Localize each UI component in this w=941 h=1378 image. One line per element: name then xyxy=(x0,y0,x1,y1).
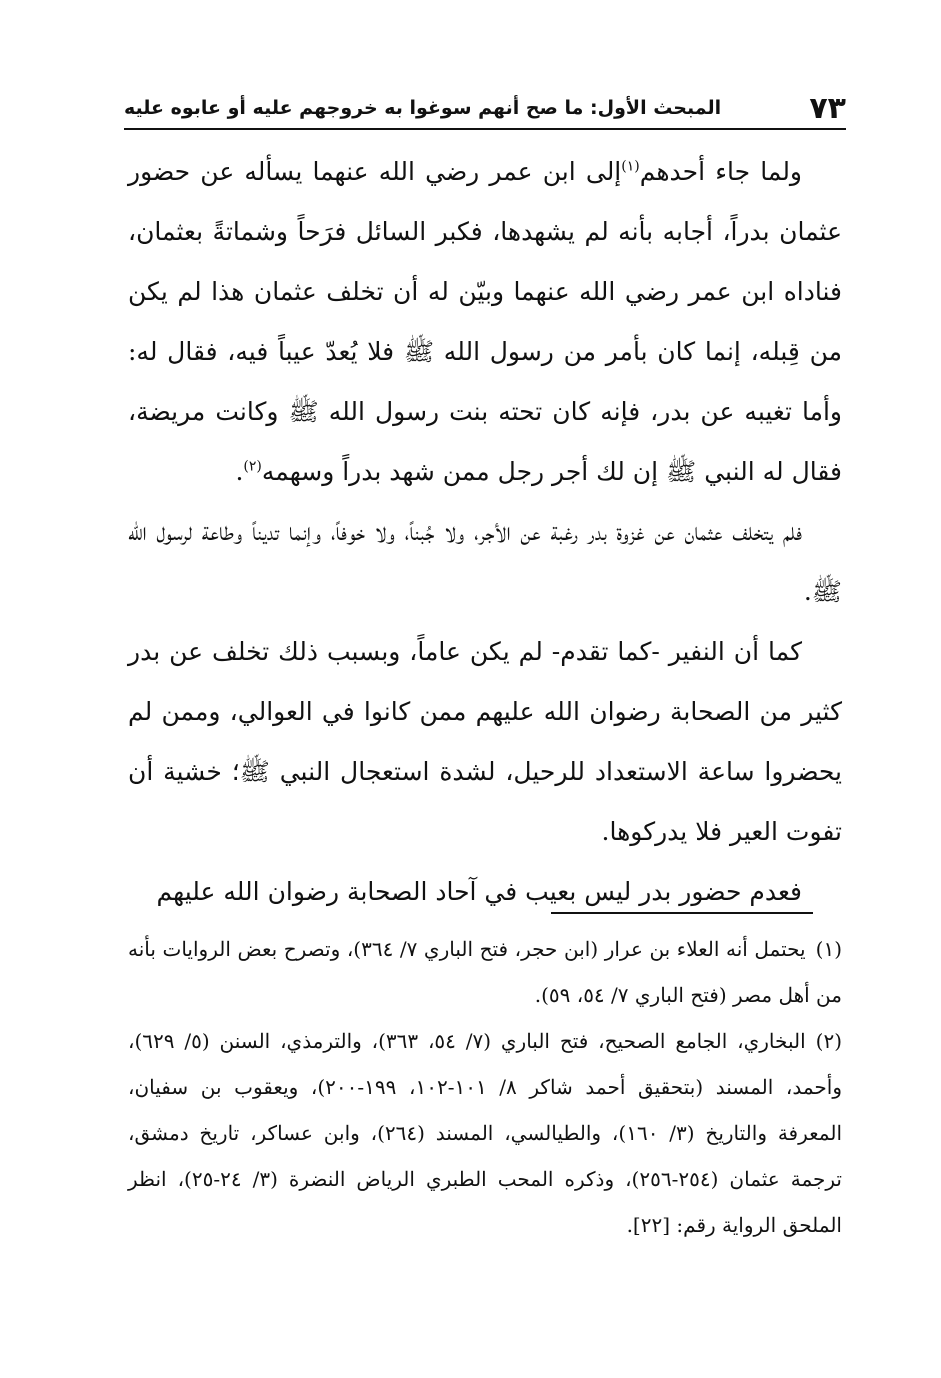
footnote-2-number: (٢) xyxy=(815,1029,843,1053)
paragraph-4: فعدم حضور بدر ليس بعيب في آحاد الصحابة رضوان الله عليهم xyxy=(156,877,802,906)
page-number: ٧٣ xyxy=(809,90,846,126)
footnote-1 xyxy=(128,926,842,1018)
footnote-1-text: يحتمل أنه العلاء بن عرار (ابن حجر، فتح الباري ٧/ ٣٦٤)، وتصرح بعض الروايات بأنه من أهل مصر (فتح الباري ٧/ ٥٤، ٥٩). xyxy=(128,937,842,1007)
footnote-reference-1: (١) xyxy=(621,158,640,175)
footnote-separator xyxy=(551,912,813,914)
paragraph-1-start: ولما جاء أحدهم xyxy=(639,157,803,186)
paragraph-1-body: إلى ابن عمر رضي الله عنهما يسأله عن حضور عثمان بدراً، أجابه بأنه لم يشهدها، فكبر السائل فرَحاً وشماتةً بعثمان، فناداه ابن عمر رضي الله عنهما وبيّن له أن تخلف عثمان هذا لم يكن من قِبله، إنما كان بأمر من رسول الله ﷺ فلا يُعدّ عيباً فيه، فقال له: وأما تغيبه عن بدر، فإنه كان تحته بنت رسول الله ﷺ وكانت مريضة، فقال له النبي ﷺ إن لك أجر رجل ممن شهد بدراً وسهمه xyxy=(128,157,842,486)
paragraph-1 xyxy=(128,142,842,502)
footnotes xyxy=(128,926,842,1248)
paragraph-1-end: . xyxy=(235,457,244,486)
chapter-title: المبحث الأول: ما صح أنهم سوغوا به خروجهم عليه أو عابوه عليه xyxy=(124,97,722,119)
footnote-reference-2: (٢) xyxy=(243,458,262,475)
paragraph-3: كما أن النفير -كما تقدم- لم يكن عاماً، وبسبب ذلك تخلف عن بدر كثير من الصحابة رضوان الله عليهم ممن كانوا في العوالي، وممن لم يحضروا ساعة الاستعداد للرحيل، لشدة استعجال النبي ﷺ؛ خشية أن تفوت العير فلا يدركوها. xyxy=(128,637,842,846)
footnote-1-number: (١) xyxy=(815,937,842,961)
paragraph-2: فلم يتخلف عثمان عن غزوة بدر رغبة عن الأجر، ولا جُبناً، ولا خوفاً، وإنما تديناً وطاعة لرسول الله ﷺ. xyxy=(128,517,842,606)
footnote-2-text: البخاري، الجامع الصحيح، فتح الباري (٧/ ٥٤، ٣٦٣)، والترمذي، السنن (٥/ ٦٢٩)، وأحمد، المسند (بتحقيق أحمد شاكر ٨/ ١٠١-١٠٢، ١٩٩-٢٠٠)، ويعقوب بن سفيان، المعرفة والتاريخ (٣/ ١٦٠)، والطيالسي، المسند (٢٦٤)، وابن عساكر، تاريخ دمشق، ترجمة عثمان (٢٥٤-٢٥٦)، وذكره المحب الطبري الرياض النضرة (٣/ ٢٤-٢٥)، انظر الملحق الرواية رقم: [٢٢]. xyxy=(128,1029,842,1237)
running-header xyxy=(124,88,846,130)
footnote-2 xyxy=(128,1018,842,1248)
main-text xyxy=(128,142,842,922)
